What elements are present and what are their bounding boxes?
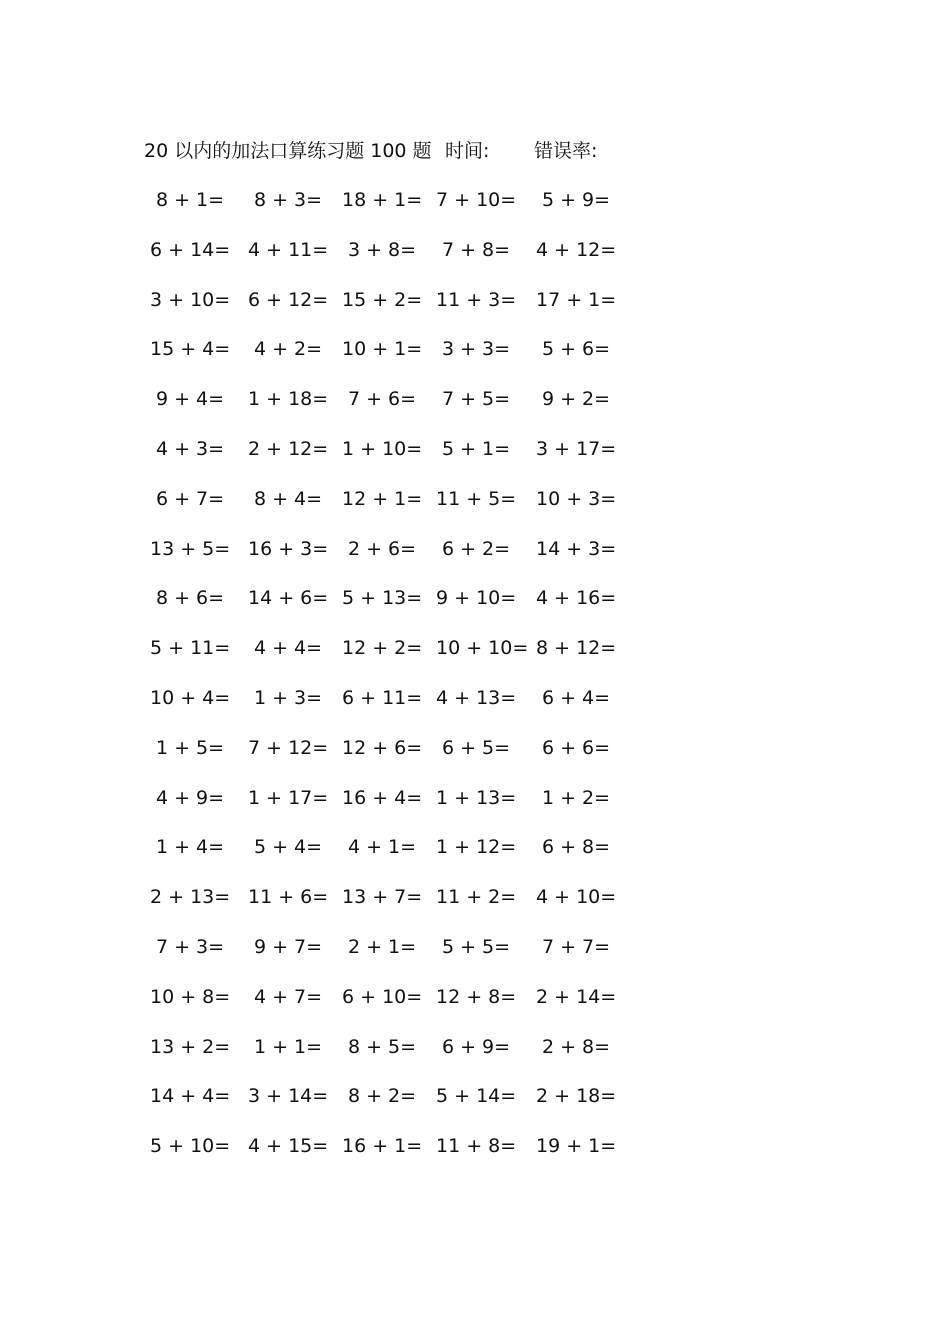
problem-item: 3 + 14= xyxy=(248,1085,329,1107)
problem-item: 3 + 3= xyxy=(441,338,511,360)
problem-item: 10 + 1= xyxy=(342,338,423,360)
problem-item: 11 + 5= xyxy=(436,488,517,510)
problem-item: 5 + 6= xyxy=(541,338,611,360)
problem-item: 11 + 8= xyxy=(436,1135,517,1157)
problem-item: 7 + 5= xyxy=(441,388,511,410)
problem-item: 6 + 8= xyxy=(541,836,611,858)
problem-row xyxy=(0,534,950,564)
problem-item: 6 + 6= xyxy=(541,737,611,759)
problem-item: 4 + 11= xyxy=(248,239,329,261)
problem-item: 4 + 9= xyxy=(155,787,225,809)
problem-item: 2 + 8= xyxy=(541,1036,611,1058)
problem-item: 12 + 6= xyxy=(342,737,423,759)
problem-item: 17 + 1= xyxy=(536,289,617,311)
problem-row xyxy=(0,185,950,215)
problem-item: 1 + 10= xyxy=(342,438,423,460)
problem-item: 2 + 6= xyxy=(347,538,417,560)
problem-item: 6 + 9= xyxy=(441,1036,511,1058)
problem-item: 3 + 10= xyxy=(150,289,231,311)
problem-row xyxy=(0,1081,950,1111)
problem-item: 1 + 2= xyxy=(541,787,611,809)
problem-item: 10 + 4= xyxy=(150,687,231,709)
problem-item: 16 + 1= xyxy=(342,1135,423,1157)
problem-item: 19 + 1= xyxy=(536,1135,617,1157)
worksheet-title: 20 以内的加法口算练习题 100 题 xyxy=(144,140,432,162)
problem-item: 14 + 3= xyxy=(536,538,617,560)
problem-item: 8 + 4= xyxy=(253,488,323,510)
problem-item: 8 + 2= xyxy=(347,1085,417,1107)
problem-item: 2 + 18= xyxy=(536,1085,617,1107)
problem-row xyxy=(0,583,950,613)
problem-item: 16 + 4= xyxy=(342,787,423,809)
problem-row xyxy=(0,285,950,315)
problem-item: 7 + 10= xyxy=(436,189,517,211)
problem-item: 6 + 4= xyxy=(541,687,611,709)
problem-row xyxy=(0,384,950,414)
problem-item: 8 + 12= xyxy=(536,637,617,659)
problem-item: 9 + 2= xyxy=(541,388,611,410)
problem-item: 8 + 1= xyxy=(155,189,225,211)
problem-row xyxy=(0,235,950,265)
problem-item: 7 + 6= xyxy=(347,388,417,410)
problem-item: 9 + 10= xyxy=(436,587,517,609)
problem-item: 10 + 3= xyxy=(536,488,617,510)
problem-item: 18 + 1= xyxy=(342,189,423,211)
problem-item: 13 + 7= xyxy=(342,886,423,908)
problem-item: 5 + 4= xyxy=(253,836,323,858)
problem-item: 6 + 5= xyxy=(441,737,511,759)
problem-item: 5 + 5= xyxy=(441,936,511,958)
problem-item: 12 + 2= xyxy=(342,637,423,659)
problem-item: 1 + 3= xyxy=(253,687,323,709)
problem-item: 1 + 18= xyxy=(248,388,329,410)
problem-item: 4 + 3= xyxy=(155,438,225,460)
problem-item: 7 + 3= xyxy=(155,936,225,958)
problem-item: 5 + 11= xyxy=(150,637,231,659)
problem-item: 3 + 17= xyxy=(536,438,617,460)
problem-item: 9 + 4= xyxy=(155,388,225,410)
problem-item: 12 + 8= xyxy=(436,986,517,1008)
problem-item: 4 + 16= xyxy=(536,587,617,609)
problem-item: 2 + 13= xyxy=(150,886,231,908)
problem-item: 7 + 8= xyxy=(441,239,511,261)
problem-row xyxy=(0,683,950,713)
problem-item: 1 + 17= xyxy=(248,787,329,809)
problem-item: 2 + 1= xyxy=(347,936,417,958)
problem-item: 4 + 1= xyxy=(347,836,417,858)
problem-item: 6 + 12= xyxy=(248,289,329,311)
problem-row xyxy=(0,932,950,962)
problem-item: 4 + 12= xyxy=(536,239,617,261)
problem-item: 7 + 7= xyxy=(541,936,611,958)
problem-row xyxy=(0,982,950,1012)
problem-row xyxy=(0,484,950,514)
problem-item: 6 + 2= xyxy=(441,538,511,560)
problem-item: 1 + 5= xyxy=(155,737,225,759)
problem-item: 6 + 14= xyxy=(150,239,231,261)
problem-item: 4 + 2= xyxy=(253,338,323,360)
problem-item: 6 + 10= xyxy=(342,986,423,1008)
problem-item: 2 + 12= xyxy=(248,438,329,460)
problem-item: 10 + 10= xyxy=(436,637,529,659)
problem-item: 15 + 4= xyxy=(150,338,231,360)
problem-item: 1 + 1= xyxy=(253,1036,323,1058)
problem-row xyxy=(0,1032,950,1062)
problem-item: 15 + 2= xyxy=(342,289,423,311)
problem-item: 2 + 14= xyxy=(536,986,617,1008)
problem-item: 4 + 13= xyxy=(436,687,517,709)
problem-item: 12 + 1= xyxy=(342,488,423,510)
problem-item: 7 + 12= xyxy=(248,737,329,759)
problem-row xyxy=(0,633,950,663)
problem-item: 13 + 2= xyxy=(150,1036,231,1058)
problem-item: 5 + 1= xyxy=(441,438,511,460)
problem-item: 8 + 3= xyxy=(253,189,323,211)
problem-item: 4 + 7= xyxy=(253,986,323,1008)
problem-row xyxy=(0,434,950,464)
problem-item: 8 + 6= xyxy=(155,587,225,609)
problem-item: 13 + 5= xyxy=(150,538,231,560)
problem-item: 6 + 7= xyxy=(155,488,225,510)
problem-item: 1 + 13= xyxy=(436,787,517,809)
problem-item: 16 + 3= xyxy=(248,538,329,560)
problem-item: 5 + 9= xyxy=(541,189,611,211)
problem-row xyxy=(0,1131,950,1161)
problem-row xyxy=(0,832,950,862)
problem-item: 8 + 5= xyxy=(347,1036,417,1058)
problem-row xyxy=(0,733,950,763)
problem-item: 5 + 10= xyxy=(150,1135,231,1157)
problem-item: 5 + 13= xyxy=(342,587,423,609)
problem-item: 4 + 4= xyxy=(253,637,323,659)
problem-item: 11 + 2= xyxy=(436,886,517,908)
problem-item: 9 + 7= xyxy=(253,936,323,958)
problem-item: 4 + 10= xyxy=(536,886,617,908)
problem-item: 11 + 3= xyxy=(436,289,517,311)
error-rate-label: 错误率: xyxy=(534,140,598,162)
problem-item: 14 + 6= xyxy=(248,587,329,609)
problem-row xyxy=(0,783,950,813)
problem-item: 3 + 8= xyxy=(347,239,417,261)
problem-item: 1 + 12= xyxy=(436,836,517,858)
problem-item: 11 + 6= xyxy=(248,886,329,908)
problem-item: 4 + 15= xyxy=(248,1135,329,1157)
problem-item: 6 + 11= xyxy=(342,687,423,709)
time-label: 时间: xyxy=(445,140,490,162)
problem-row xyxy=(0,882,950,912)
problem-item: 10 + 8= xyxy=(150,986,231,1008)
problem-item: 14 + 4= xyxy=(150,1085,231,1107)
problem-row xyxy=(0,334,950,364)
problem-item: 1 + 4= xyxy=(155,836,225,858)
problem-item: 5 + 14= xyxy=(436,1085,517,1107)
